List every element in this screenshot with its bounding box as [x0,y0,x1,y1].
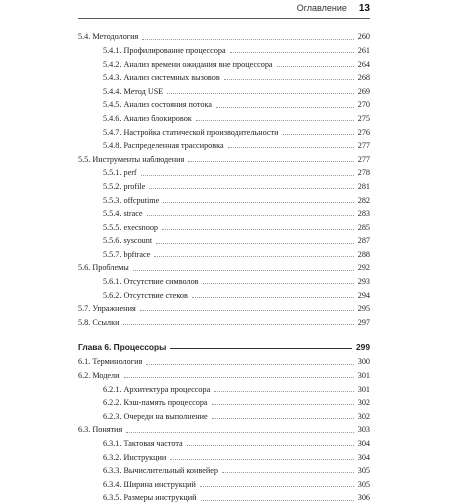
toc-leader-dots [200,485,354,487]
toc-entry-label: 5.5.7. bpftrace [78,251,152,259]
toc-entry-label: Глава 6. Процессоры [78,341,167,352]
toc-leader-dots [230,51,354,53]
toc-entry[interactable] [78,259,370,273]
toc-leader-dots [212,403,354,405]
toc-entry-label: 5.5.3. offcputime [78,197,161,205]
toc-entry-page: 275 [357,113,370,123]
toc-entry-label: 6.3.4. Ширина инструкций [78,481,198,489]
toc-entry-page: 297 [357,317,370,327]
toc-chapter-entry[interactable] [78,333,370,351]
running-head [78,3,370,17]
page-number: 13 [358,3,370,14]
toc-entry[interactable] [78,218,370,232]
toc-leader-dots [170,347,352,349]
toc-entry-page: 276 [357,127,370,137]
toc-entry-page: 264 [357,59,370,69]
toc-entry-label: 6.3. Понятия [78,425,123,435]
toc-entry[interactable] [78,164,370,178]
toc-entry-page: 260 [357,32,370,42]
toc-entry[interactable] [78,475,370,489]
toc-entry-label: 5.5.6. syscount [78,237,154,245]
toc-entry-label: 5.4.7. Настройка статической производительности [78,129,281,137]
toc-leader-dots [187,444,354,446]
toc-entry-label: 5.8. Ссылки [78,317,120,327]
toc-entry-label: 5.4. Методология [78,32,139,42]
toc-leader-dots [224,78,354,80]
toc-entry-label: 5.4.1. Профилирование процессора [78,47,228,55]
toc-entry-label: 5.6. Проблемы [78,263,129,273]
toc-leader-dots [126,431,354,433]
toc-entry-label: 5.4.3. Анализ системных вызовов [78,74,222,82]
toc-entry-label: 5.5.2. profile [78,183,147,191]
toc-entry-page: 282 [357,195,370,205]
toc-entry-page: 277 [357,154,370,164]
toc-leader-dots [141,174,354,176]
toc-entry[interactable] [78,489,370,503]
toc-entry-page: 288 [357,249,370,259]
toc-entry-page: 304 [357,452,370,462]
toc-entry-page: 292 [357,263,370,273]
running-head-title: Оглавление [296,3,347,13]
toc-entry-page: 299 [356,341,370,352]
toc-entry-label: 6.3.1. Тактовая частота [78,440,185,448]
header-rule [78,18,370,19]
toc-entry-page: 306 [357,493,370,503]
toc-entry-label: 6.1. Терминология [78,357,143,367]
toc-entry[interactable] [78,286,370,300]
toc-entry-label: 5.4.2. Анализ времени ожидания вне процессора [78,61,275,69]
toc-leader-dots [146,363,353,365]
toc-entry[interactable] [78,246,370,260]
toc-entry[interactable] [78,150,370,164]
toc-entry-label: 5.4.5. Анализ состояния потока [78,101,214,109]
toc-entry-label: 5.4.6. Анализ блокировок [78,115,194,123]
toc-entry-label: 6.2.2. Кэш-память процессора [78,399,210,407]
toc-entry-page: 305 [357,479,370,489]
toc-entry-label: 5.6.2. Отсутствие стеков [78,292,190,300]
toc-entry-page: 268 [357,73,370,83]
toc-leader-dots [162,228,354,230]
toc-entry-label: 5.6.1. Отсутствие символов [78,278,201,286]
toc-entry-page: 305 [357,466,370,476]
toc-leader-dots [216,106,354,108]
toc-leader-dots [149,187,353,189]
toc-entry-page: 293 [357,277,370,287]
toc-leader-dots [163,201,353,203]
toc-leader-dots [142,38,353,40]
toc-entry[interactable] [78,394,370,408]
toc-leader-dots [147,214,354,216]
toc-entry[interactable] [78,380,370,394]
toc-entry-label: 5.5.4. strace [78,210,145,218]
toc-entry-label: 6.2.3. Очереди на выполнение [78,413,210,421]
toc-entry-label: 5.5.5. execsnoop [78,224,160,232]
toc-entry[interactable] [78,28,370,42]
toc-entry-label: 6.2. Модели [78,371,120,381]
toc-entry[interactable] [78,273,370,287]
toc-entry[interactable] [78,178,370,192]
toc-entry-page: 302 [357,411,370,421]
toc-entry[interactable] [78,407,370,421]
toc-entry-page: 300 [357,357,370,367]
toc-entry[interactable] [78,313,370,327]
toc-entry[interactable] [78,205,370,219]
toc-leader-dots [192,296,354,298]
toc-entry-page: 277 [357,141,370,151]
toc-leader-dots [196,119,354,121]
toc-entry[interactable] [78,123,370,137]
toc-entry[interactable] [78,353,370,367]
toc-entry-label: 6.2.1. Архитектура процессора [78,386,212,394]
toc-leader-dots [140,309,354,311]
toc-entry[interactable] [78,191,370,205]
toc-entry[interactable] [78,232,370,246]
table-of-contents [78,28,370,503]
toc-leader-dots [283,133,354,135]
toc-leader-dots [133,269,354,271]
toc-entry-label: 5.4.8. Распределенная трассировка [78,142,226,150]
toc-leader-dots [203,282,354,284]
toc-leader-dots [154,255,353,257]
toc-entry[interactable] [78,462,370,476]
toc-leader-dots [170,458,353,460]
toc-leader-dots [124,376,354,378]
toc-entry-page: 283 [357,209,370,219]
toc-entry-page: 261 [357,45,370,55]
toc-entry-page: 295 [357,304,370,314]
toc-leader-dots [214,390,353,392]
toc-entry[interactable] [78,421,370,435]
toc-entry[interactable] [78,448,370,462]
toc-entry-page: 278 [357,168,370,178]
toc-entry-page: 301 [357,371,370,381]
toc-entry-page: 304 [357,439,370,449]
toc-leader-dots [201,499,354,501]
toc-entry[interactable] [78,82,370,96]
toc-entry[interactable] [78,42,370,56]
toc-entry-page: 303 [357,425,370,435]
toc-entry-page: 302 [357,398,370,408]
toc-entry-label: 5.4.4. Метод USE [78,88,165,96]
toc-entry-page: 281 [357,181,370,191]
toc-entry[interactable] [78,110,370,124]
toc-entry-label: 6.3.2. Инструкции [78,454,168,462]
toc-leader-dots [222,471,354,473]
toc-entry[interactable] [78,367,370,381]
toc-entry[interactable] [78,300,370,314]
toc-entry-label: 6.3.3. Вычислительный конвейер [78,467,220,475]
toc-entry[interactable] [78,137,370,151]
toc-entry[interactable] [78,435,370,449]
toc-entry[interactable] [78,96,370,110]
toc-leader-dots [188,160,353,162]
toc-entry[interactable] [78,55,370,69]
toc-leader-dots [277,65,354,67]
toc-entry-label: 6.3.5. Размеры инструкций [78,494,199,502]
toc-entry-page: 270 [357,100,370,110]
toc-entry-page: 294 [357,290,370,300]
toc-leader-dots [123,323,353,325]
toc-entry-page: 301 [357,384,370,394]
toc-leader-dots [212,417,354,419]
toc-leader-dots [156,242,354,244]
toc-entry-page: 287 [357,236,370,246]
toc-entry-label: 5.5.1. perf [78,169,139,177]
toc-entry-label: 5.5. Инструменты наблюдения [78,154,185,164]
toc-entry-label: 5.7. Упражнения [78,304,136,314]
toc-leader-dots [228,146,354,148]
toc-leader-dots [167,92,353,94]
toc-entry-page: 269 [357,86,370,96]
toc-entry-page: 285 [357,222,370,232]
toc-entry[interactable] [78,69,370,83]
